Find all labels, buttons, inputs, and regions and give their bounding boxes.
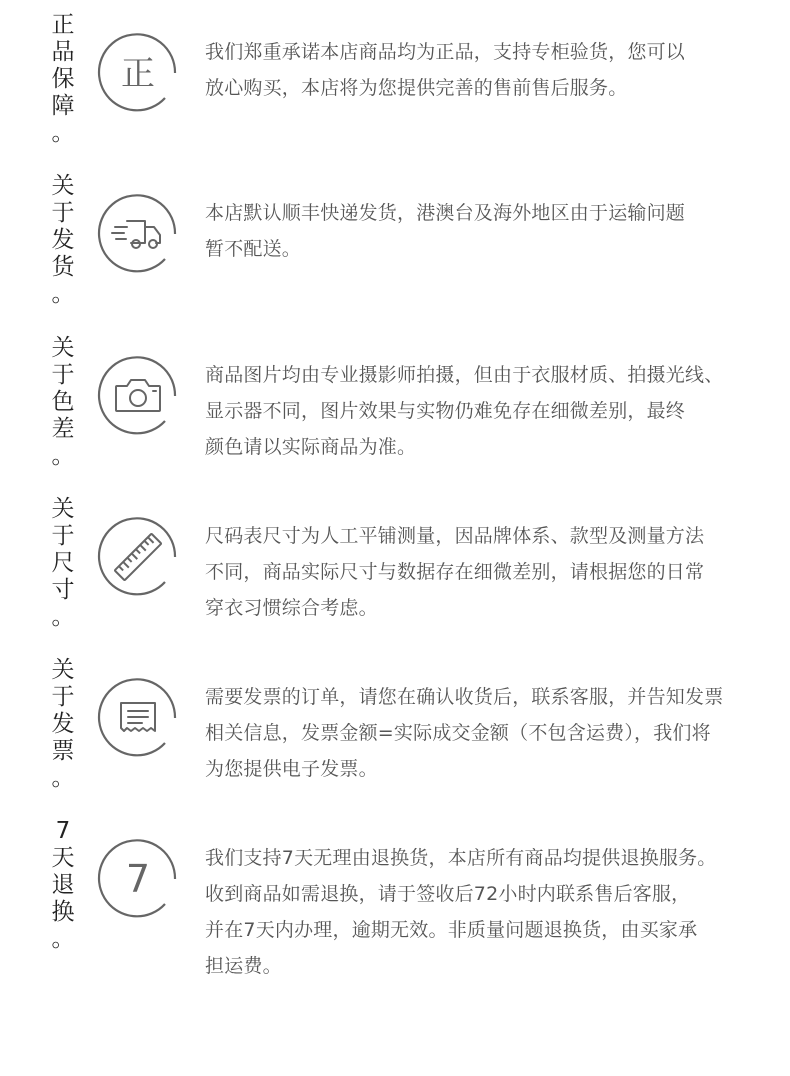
title-char: 寸 xyxy=(51,577,75,603)
title-char: 色 xyxy=(51,389,75,415)
seven-days-icon-char: 7 xyxy=(125,857,151,901)
title-char: 关 xyxy=(51,657,75,683)
section-title xyxy=(46,173,80,308)
truck-icon xyxy=(97,193,179,275)
section-text: 我们支持7天无理由退换货，本店所有商品均提供退换服务。 收到商品如需退换，请于签收后72小时内联系售后客服， 并在7天内办理，逾期无效。非质量问题退换货，由买家承 担运费。 xyxy=(205,847,717,977)
title-char: 。 xyxy=(51,120,75,146)
section-text: 尺码表尺寸为人工平铺测量，因品牌体系、款型及测量方法 不同，商品实际尺寸与数据存在细微差别，请根据您的日常 穿衣习惯综合考虑。 xyxy=(205,525,705,619)
title-char: 发 xyxy=(51,711,75,737)
title-char: 关 xyxy=(51,335,75,361)
title-char: 于 xyxy=(51,684,75,710)
section-seven-day-return xyxy=(0,806,790,1006)
title-char: 于 xyxy=(51,362,75,388)
seven-days-icon xyxy=(97,838,179,920)
title-char: 。 xyxy=(51,604,75,630)
section-invoice xyxy=(0,645,790,805)
title-char: 。 xyxy=(51,443,75,469)
section-title xyxy=(46,818,80,953)
section-text: 商品图片均由专业摄影师拍摄，但由于衣服材质、拍摄光线、 显示器不同，图片效果与实物仍难免存在细微差别，最终 颜色请以实际商品为准。 xyxy=(205,364,724,458)
section-title xyxy=(46,335,80,470)
title-char: 退 xyxy=(51,872,75,898)
title-char: 天 xyxy=(51,845,75,871)
title-char: 保 xyxy=(51,66,75,92)
title-char: 差 xyxy=(51,416,75,442)
section-size xyxy=(0,484,790,644)
title-char: 尺 xyxy=(51,550,75,576)
title-char: 票 xyxy=(51,738,75,764)
section-text: 本店默认顺丰快递发货，港澳台及海外地区由于运输问题 暂不配送。 xyxy=(205,202,686,260)
section-title xyxy=(46,657,80,792)
section-genuine xyxy=(0,0,790,160)
title-char: 。 xyxy=(51,926,75,952)
title-char: 于 xyxy=(51,523,75,549)
title-char: 7 xyxy=(55,818,71,844)
genuine-icon xyxy=(97,32,179,114)
section-color-difference xyxy=(0,323,790,483)
title-char: 品 xyxy=(51,39,75,65)
camera-icon xyxy=(97,355,179,437)
title-char: 。 xyxy=(51,765,75,791)
invoice-icon xyxy=(97,677,179,759)
title-char: 正 xyxy=(51,12,75,38)
title-char: 于 xyxy=(51,200,75,226)
section-text: 需要发票的订单，请您在确认收货后，联系客服，并告知发票 相关信息，发票金额=实际成交金额（不包含运费），我们将 为您提供电子发票。 xyxy=(205,686,724,780)
title-char: 货 xyxy=(51,254,75,280)
title-char: 发 xyxy=(51,227,75,253)
section-text: 我们郑重承诺本店商品均为正品，支持专柜验货，您可以 放心购买，本店将为您提供完善的售前售后服务。 xyxy=(205,41,686,99)
title-char: 关 xyxy=(51,173,75,199)
genuine-icon-char: 正 xyxy=(121,54,155,94)
section-title xyxy=(46,496,80,631)
section-shipping xyxy=(0,161,790,321)
ruler-icon xyxy=(97,516,179,598)
title-char: 换 xyxy=(51,899,75,925)
title-char: 。 xyxy=(51,281,75,307)
title-char: 障 xyxy=(51,93,75,119)
title-char: 关 xyxy=(51,496,75,522)
section-title xyxy=(46,12,80,147)
